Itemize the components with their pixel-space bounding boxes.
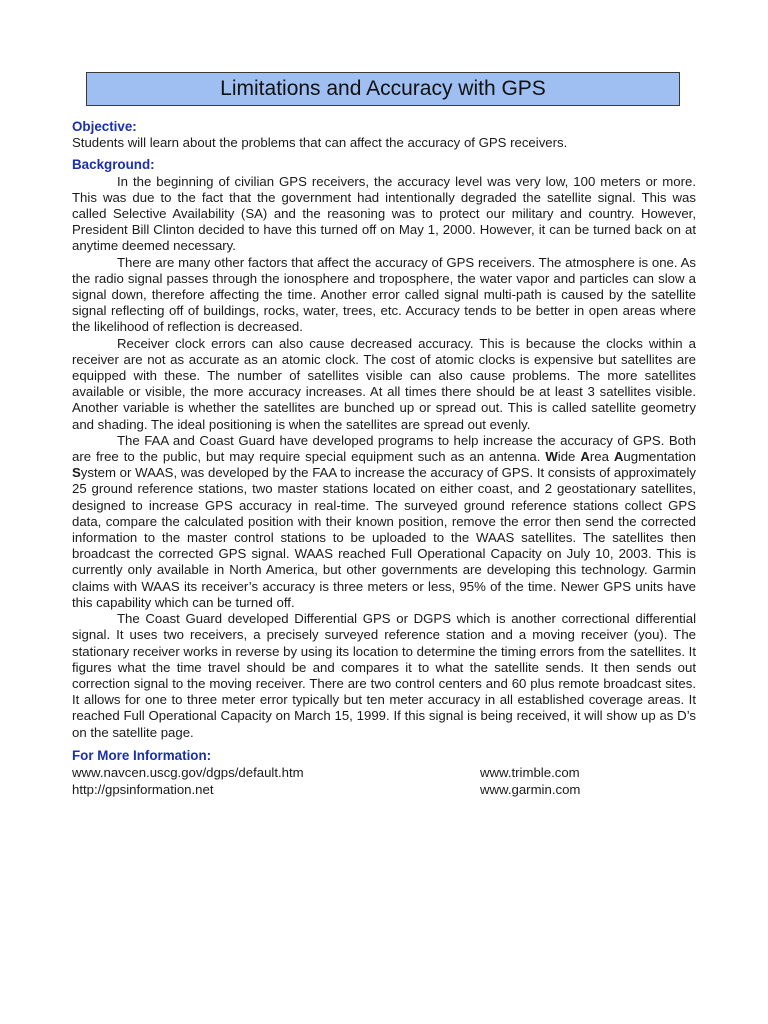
waas-letter-w: W [545, 449, 558, 465]
link-navcen[interactable]: www.navcen.uscg.gov/dgps/default.htm [72, 764, 304, 780]
section-spacer [72, 741, 696, 748]
links-column-left [72, 764, 480, 798]
background-paragraph-3: Receiver clock errors can also cause decreased accuracy. This is because the clocks within a receiver are not as accurate as an atomic clock. The cost of atomic clocks is expensive but satellites are equipped with these. The number of satellites visible can also cause problems. The more satellites available or visible, the more accuracy increases. At all times there should be at least 3 satellites visible. Another variable is whether the satellites are bunched up or spread out. This is called satellite geometry and shading. The ideal positioning is when the satellites are spread out evenly. [72, 335, 696, 432]
waas-word-rea: rea [589, 449, 614, 465]
background-paragraph-4 [72, 433, 696, 611]
links-list [72, 764, 696, 798]
background-paragraph-2: There are many other factors that affect the accuracy of GPS receivers. The atmosphere is one. As the radio signal passes through the ionosphere and troposphere, the water vapor and particles can slow a signal down, therefore affecting the time. Another error called signal multi-path is caused by the satellite signal reflecting off of buildings, rocks, water, trees, etc. Accuracy tends to be better in open areas where the likelihood of reflection is decreased. [72, 254, 696, 335]
waas-letter-a2: A [613, 449, 624, 465]
background-paragraph-1: In the beginning of civilian GPS receivers, the accuracy level was very low, 100 meters or more. This was due to the fact that the government had intentionally degraded the satellite signal. This was called Selective Availability (SA) and the reasoning was to protect our military and country. However, President Bill Clinton decided to have this turned off on May 1, 2000. However, it can be turned back on at anytime deemed necessary. [72, 173, 696, 254]
title-banner [86, 72, 680, 106]
link-garmin[interactable]: www.garmin.com [480, 781, 581, 797]
paragraph-4-start: The FAA and Coast Guard have developed programs to help increase the accuracy of GPS. Both are free to the public, but may require special equipment such as an antenna. [72, 432, 696, 465]
waas-letter-s: S [72, 465, 81, 481]
background-paragraph-5: The Coast Guard developed Differential GPS or DGPS which is another correctional differential signal. It uses two receivers, a precisely surveyed reference station and a moving receiver (you). The stationary receiver works in reverse by using its location to determine the timing errors from the satellites. It figures what the time travel should be and compares it to what the satellite sends. It then sends out correction signal to the moving receiver. There are two control centers and 60 plus remote broadcast sites. It allows for one to three meter error typically but ten meter accuracy in all established coverage areas. It reached Full Operational Capacity on March 15, 1999. If this signal is being received, it will show up as D’s on the satellite page. [72, 611, 696, 740]
objective-text: Students will learn about the problems that can affect the accuracy of GPS receivers. [72, 135, 568, 151]
link-gpsinformation[interactable]: http://gpsinformation.net [72, 781, 214, 797]
document-body [72, 119, 696, 798]
links-column-right [480, 764, 696, 798]
waas-letter-a: A [580, 449, 590, 465]
waas-word-ide: ide [557, 449, 581, 465]
paragraph-4-rest: ystem or WAAS, was developed by the FAA to increase the accuracy of GPS. It consists of approximately 25 ground reference stations, two master stations located on either coast, and 2 geostationary satellites, designed to increase GPS accuracy in real-time. The surveyed ground reference stations collect GPS data, compare the calculated position with their known position, remove the error then send the corrected information to the master control stations to be uploaded to the WAAS satellites. The satellites then broadcast the corrected GPS signal. WAAS reached Full Operational Capacity on July 10, 2003. This is currently only available in North America, but other governments are developing this technology. Garmin claims with WAAS its receiver’s accuracy is three meters or less, 95% of the time. Newer GPS units have this capability which can be turned off. [72, 465, 696, 610]
background-heading: Background: [72, 157, 155, 173]
more-info-heading: For More Information: [72, 747, 212, 763]
objective-heading: Objective: [72, 119, 137, 134]
waas-word-ugmentation: ugmentation [623, 449, 696, 465]
page-title: Limitations and Accuracy with GPS [220, 77, 546, 100]
link-trimble[interactable]: www.trimble.com [480, 764, 580, 780]
